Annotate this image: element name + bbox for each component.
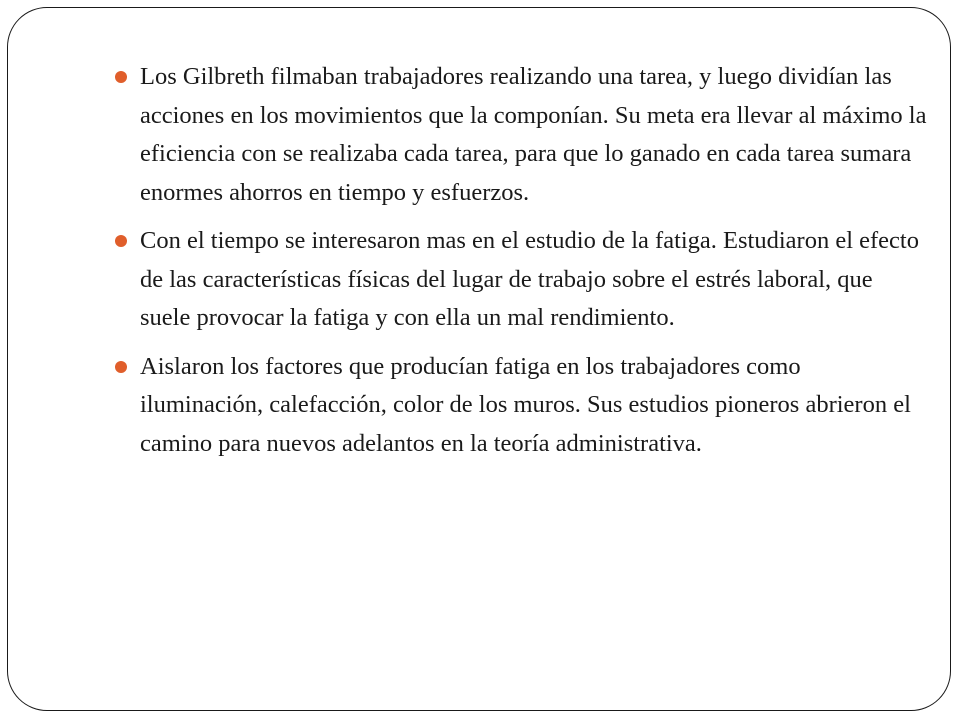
bullet-item-2: [109, 222, 929, 338]
bullet-dot-icon: [115, 235, 127, 247]
bullet-item-3: [109, 348, 929, 464]
bullet-dot-icon: [115, 71, 127, 83]
bullet-text: Aislaron los factores que producían fatiga en los trabajadores como iluminación, calefacción, color de los muros. Sus estudios pioneros abrieron el camino para nuevos adelantos en la teoría administrativa.: [140, 352, 911, 457]
bullet-text: Los Gilbreth filmaban trabajadores realizando una tarea, y luego dividían las acciones en los movimientos que la componían. Su meta era llevar al máximo la eficiencia con se realizaba cada tarea, para que lo ganado en cada tarea sumara enormes ahorros en tiempo y esfuerzos.: [140, 63, 927, 206]
bullet-text: Con el tiempo se interesaron mas en el estudio de la fatiga. Estudiaron el efecto de las características físicas del lugar de trabajo sobre el estrés laboral, que suele provocar la fatiga y con ella un mal rendimiento.: [140, 227, 919, 331]
bullet-list: [109, 58, 929, 473]
bullet-dot-icon: [115, 361, 127, 373]
bullet-item-1: [109, 58, 929, 212]
slide-frame: [7, 7, 951, 711]
